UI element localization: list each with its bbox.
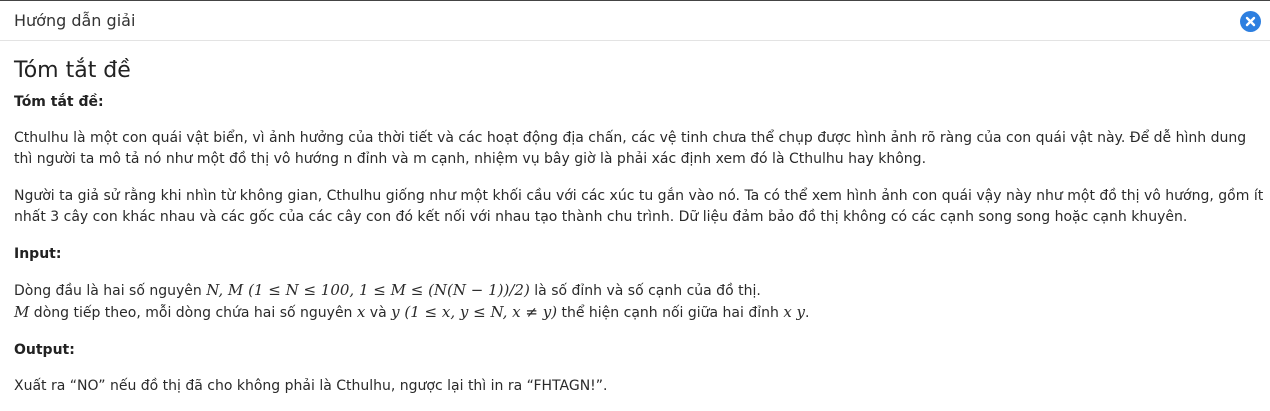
- input-line-1-text-end: là số đỉnh và số cạnh của đồ thị.: [529, 283, 761, 299]
- input-line-1-text: Dòng đầu là hai số nguyên: [14, 283, 207, 299]
- input-line-2-text-3: thể hiện cạnh nối giữa hai đỉnh: [557, 305, 784, 321]
- input-line-2-text-end: .: [805, 305, 810, 321]
- output-paragraph: Xuất ra “NO” nếu đồ thị đã cho không phải là Cthulhu, ngược lại thì in ra “FHTAGN!”.: [14, 378, 608, 394]
- summary-label: Tóm tắt đề:: [14, 94, 104, 110]
- modal-body: [14, 56, 1264, 397]
- close-button[interactable]: [1240, 11, 1261, 32]
- input-line-2-math-m: M: [14, 303, 30, 321]
- input-line-1-math-vars: N, M: [206, 281, 244, 299]
- section-heading: Tóm tắt đề: [14, 58, 131, 83]
- input-line-2-math-y: y: [391, 303, 400, 321]
- input-line-2-math-x: x: [356, 303, 366, 321]
- modal-header: [0, 1, 1270, 41]
- input-line-2-math-xy: x y: [783, 303, 806, 321]
- output-label: Output:: [14, 342, 75, 358]
- input-line-2: [14, 302, 1264, 324]
- close-icon: [1240, 11, 1261, 32]
- input-line-2-math-constraint: (1 ≤ x, y ≤ N, x ≠ y): [399, 303, 558, 321]
- input-line-1: [14, 280, 1264, 302]
- summary-paragraph-2: Người ta giả sử rằng khi nhìn từ không gian, Cthulhu giống như một khối cầu với các xúc tu gắn vào nó. Ta có thể xem hình ảnh con quái vậy này như một đồ thị vô hướng, gồm ít nhất 3 cây con khác nhau và các gốc của các cây con đó kết nối với nhau tạo thành chu trình. Dữ liệu đảm bảo đồ thị không có các cạnh song song hoặc cạnh khuyên.: [14, 188, 1264, 225]
- summary-paragraph-1: Cthulhu là một con quái vật biển, vì ảnh hưởng của thời tiết và các hoạt động địa chấn, các vệ tinh chưa thể chụp được hình ảnh rõ ràng của con quái vật này. Để dễ hình dung thì người ta mô tả nó như một đồ thị vô hướng n đỉnh và m cạnh, nhiệm vụ bây giờ là phải xác định xem đó là Cthulhu hay không.: [14, 130, 1247, 167]
- input-line-2-text-2: và: [365, 305, 392, 321]
- input-line-1-math-constraint: (1 ≤ N ≤ 100, 1 ≤ M ≤ (N(N − 1))/2): [243, 281, 530, 299]
- input-label: Input:: [14, 246, 62, 262]
- input-line-2-text-1: dòng tiếp theo, mỗi dòng chứa hai số nguyên: [29, 305, 357, 321]
- modal-title: Hướng dẫn giải: [14, 11, 136, 30]
